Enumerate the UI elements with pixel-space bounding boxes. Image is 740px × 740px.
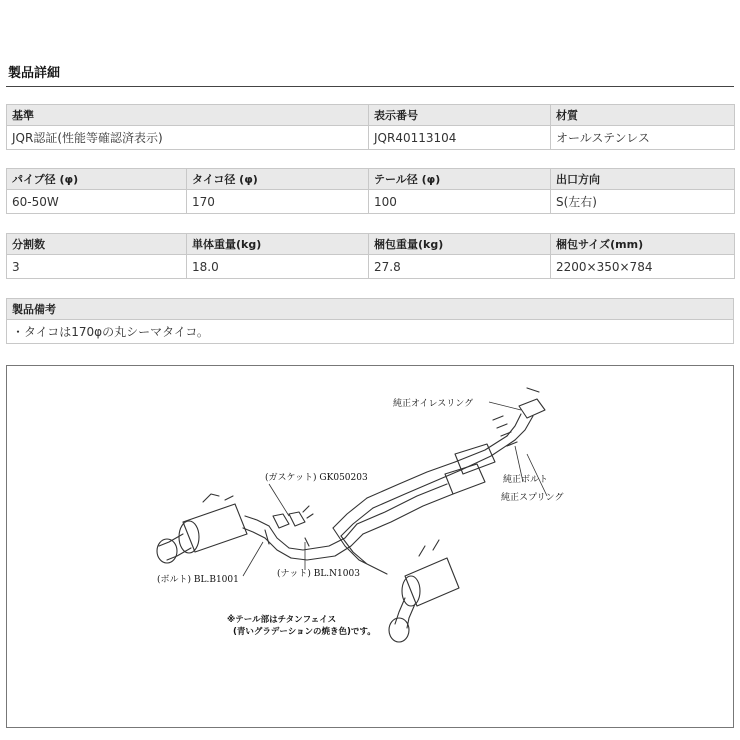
table-header-cell: 基準 bbox=[7, 105, 369, 126]
label-oem-spring: 純正スプリング bbox=[501, 493, 564, 503]
table-row bbox=[7, 320, 734, 344]
table-header-cell: 梱包サイズ(mm) bbox=[551, 234, 735, 255]
spec-table-weight bbox=[6, 233, 735, 279]
table-cell: 18.0 bbox=[187, 255, 369, 279]
table-row bbox=[7, 126, 735, 150]
section-title: 製品詳細 bbox=[8, 66, 61, 81]
note-line-1: ※テール部はチタンフェイス bbox=[227, 615, 337, 625]
table-header-row bbox=[7, 234, 735, 255]
title-divider bbox=[6, 86, 734, 87]
table-header-cell: パイプ径 (φ) bbox=[7, 169, 187, 190]
label-oem-oil-ring: 純正オイレスリング bbox=[393, 399, 474, 409]
table-header-row bbox=[7, 105, 735, 126]
table-header-row bbox=[7, 169, 735, 190]
table-header-cell: テール径 (φ) bbox=[369, 169, 551, 190]
remarks-text: ・タイコは170φの丸シーマタイコ。 bbox=[7, 320, 734, 344]
label-nut: (ナット) BL.N1003 bbox=[277, 569, 360, 579]
table-header-cell: 材質 bbox=[551, 105, 735, 126]
table-cell: JQR40113104 bbox=[369, 126, 551, 150]
exhaust-diagram bbox=[6, 365, 734, 728]
table-header-cell: 表示番号 bbox=[369, 105, 551, 126]
table-cell: 60-50W bbox=[7, 190, 187, 214]
note-line-2: (青いグラデーションの焼き色)です。 bbox=[233, 627, 376, 637]
table-cell: オールステンレス bbox=[551, 126, 735, 150]
spec-table-standard bbox=[6, 104, 735, 150]
table-header-cell: 梱包重量(kg) bbox=[369, 234, 551, 255]
exhaust-system-drawing bbox=[7, 366, 733, 727]
label-bolt: (ボルト) BL.B1001 bbox=[157, 575, 239, 585]
table-row bbox=[7, 190, 735, 214]
table-header-cell: 分割数 bbox=[7, 234, 187, 255]
spec-table-dimensions bbox=[6, 168, 735, 214]
table-cell: 27.8 bbox=[369, 255, 551, 279]
table-cell: 3 bbox=[7, 255, 187, 279]
table-header-cell: タイコ径 (φ) bbox=[187, 169, 369, 190]
table-cell: 100 bbox=[369, 190, 551, 214]
label-oem-bolt: 純正ボルト bbox=[503, 475, 549, 485]
table-header-row bbox=[7, 299, 734, 320]
table-cell: S(左右) bbox=[551, 190, 735, 214]
table-cell: 170 bbox=[187, 190, 369, 214]
remarks-table bbox=[6, 298, 734, 344]
table-cell: 2200×350×784 bbox=[551, 255, 735, 279]
table-header-cell: 単体重量(kg) bbox=[187, 234, 369, 255]
table-cell: JQR認証(性能等確認済表示) bbox=[7, 126, 369, 150]
label-gasket: (ガスケット) GK050203 bbox=[265, 473, 368, 483]
table-header-cell: 製品備考 bbox=[7, 299, 734, 320]
table-row bbox=[7, 255, 735, 279]
table-header-cell: 出口方向 bbox=[551, 169, 735, 190]
